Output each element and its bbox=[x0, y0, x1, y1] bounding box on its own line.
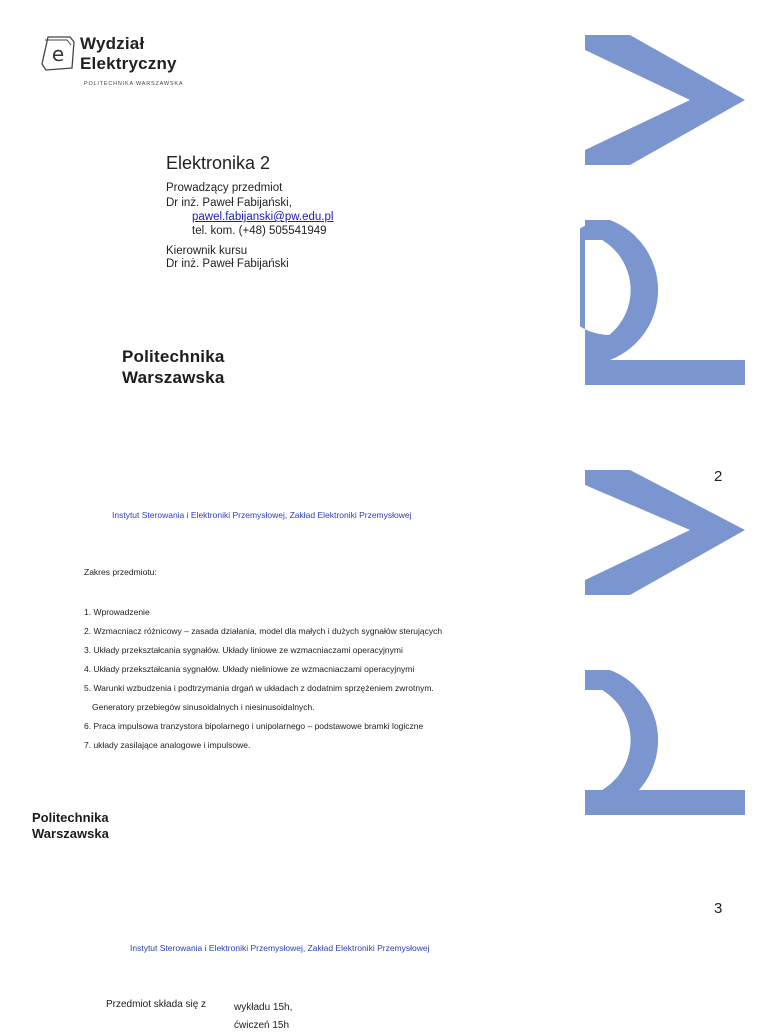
university-logo-small: Politechnika Warszawska bbox=[32, 810, 109, 841]
list-item: 1. Wprowadzenie bbox=[84, 607, 150, 617]
faculty-subtitle: POLITECHNIKA WARSZAWSKA bbox=[84, 81, 184, 87]
list-item: 2. Wzmacniacz różnicowy – zasada działania, model dla małych i dużych sygnałów sterujących bbox=[84, 626, 443, 636]
institute-name: Instytut Sterowania i Elektroniki Przemysłowej, Zakład Elektroniki Przemysłowej bbox=[112, 510, 412, 520]
faculty-logo bbox=[40, 34, 200, 90]
list-item: 7. układy zasilające analogowe i impulsowe. bbox=[84, 740, 251, 750]
course-head-label: Kierownik kursu bbox=[166, 245, 248, 257]
brand-chevron-bottom bbox=[585, 470, 745, 595]
consists-label: Przedmiot składa się z bbox=[106, 999, 207, 1010]
hours-list bbox=[234, 999, 292, 1035]
svg-text:e: e bbox=[51, 42, 65, 66]
lecturer-label: Prowadzący przedmiot bbox=[166, 182, 283, 194]
scope-list bbox=[84, 603, 442, 755]
scope-title: Zakres przedmiotu: bbox=[84, 567, 157, 577]
brand-bar-lower bbox=[585, 790, 745, 815]
institute-name: Instytut Sterowania i Elektroniki Przemysłowej, Zakład Elektroniki Przemysłowej bbox=[130, 943, 430, 953]
brand-bar-upper bbox=[585, 360, 745, 385]
list-item: 6. Praca impulsowa tranzystora bipolarnego i unipolarnego – podstawowe bramki logiczne bbox=[84, 721, 424, 731]
brand-chevron-top bbox=[585, 35, 745, 165]
lecturer-email-link[interactable]: pawel.fabijanski@pw.edu.pl bbox=[192, 211, 334, 223]
page-number: 3 bbox=[714, 900, 723, 917]
list-item: 5. Warunki wzbudzenia i podtrzymania drgań w układach z dodatnim sprzężeniem zwrotnym. bbox=[84, 683, 434, 693]
page-number: 2 bbox=[714, 468, 723, 485]
faculty-e-logo-icon bbox=[40, 34, 76, 72]
pw-brand-graphic bbox=[580, 0, 768, 840]
course-title: Elektronika 2 bbox=[166, 153, 271, 173]
university-logo-large: Politechnika Warszawska bbox=[122, 347, 225, 387]
lecturer-phone: tel. kom. (+48) 505541949 bbox=[192, 225, 327, 237]
list-item: ćwiczeń 15h bbox=[234, 1020, 290, 1031]
list-item: 3. Układy przekształcania sygnałów. Układy liniowe ze wzmacniaczami operacyjnymi bbox=[84, 645, 403, 655]
lecturer-name: Dr inż. Paweł Fabijański, bbox=[166, 197, 292, 209]
faculty-name: Wydział Elektryczny bbox=[80, 34, 177, 73]
course-head-name: Dr inż. Paweł Fabijański bbox=[166, 258, 289, 270]
list-item: Generatory przebiegów sinusoidalnych i niesinusoidalnych. bbox=[92, 702, 315, 712]
list-item: wykładu 15h, bbox=[234, 1002, 293, 1013]
list-item: 4. Układy przekształcania sygnałów. Układy nieliniowe ze wzmacniaczami operacyjnymi bbox=[84, 664, 415, 674]
